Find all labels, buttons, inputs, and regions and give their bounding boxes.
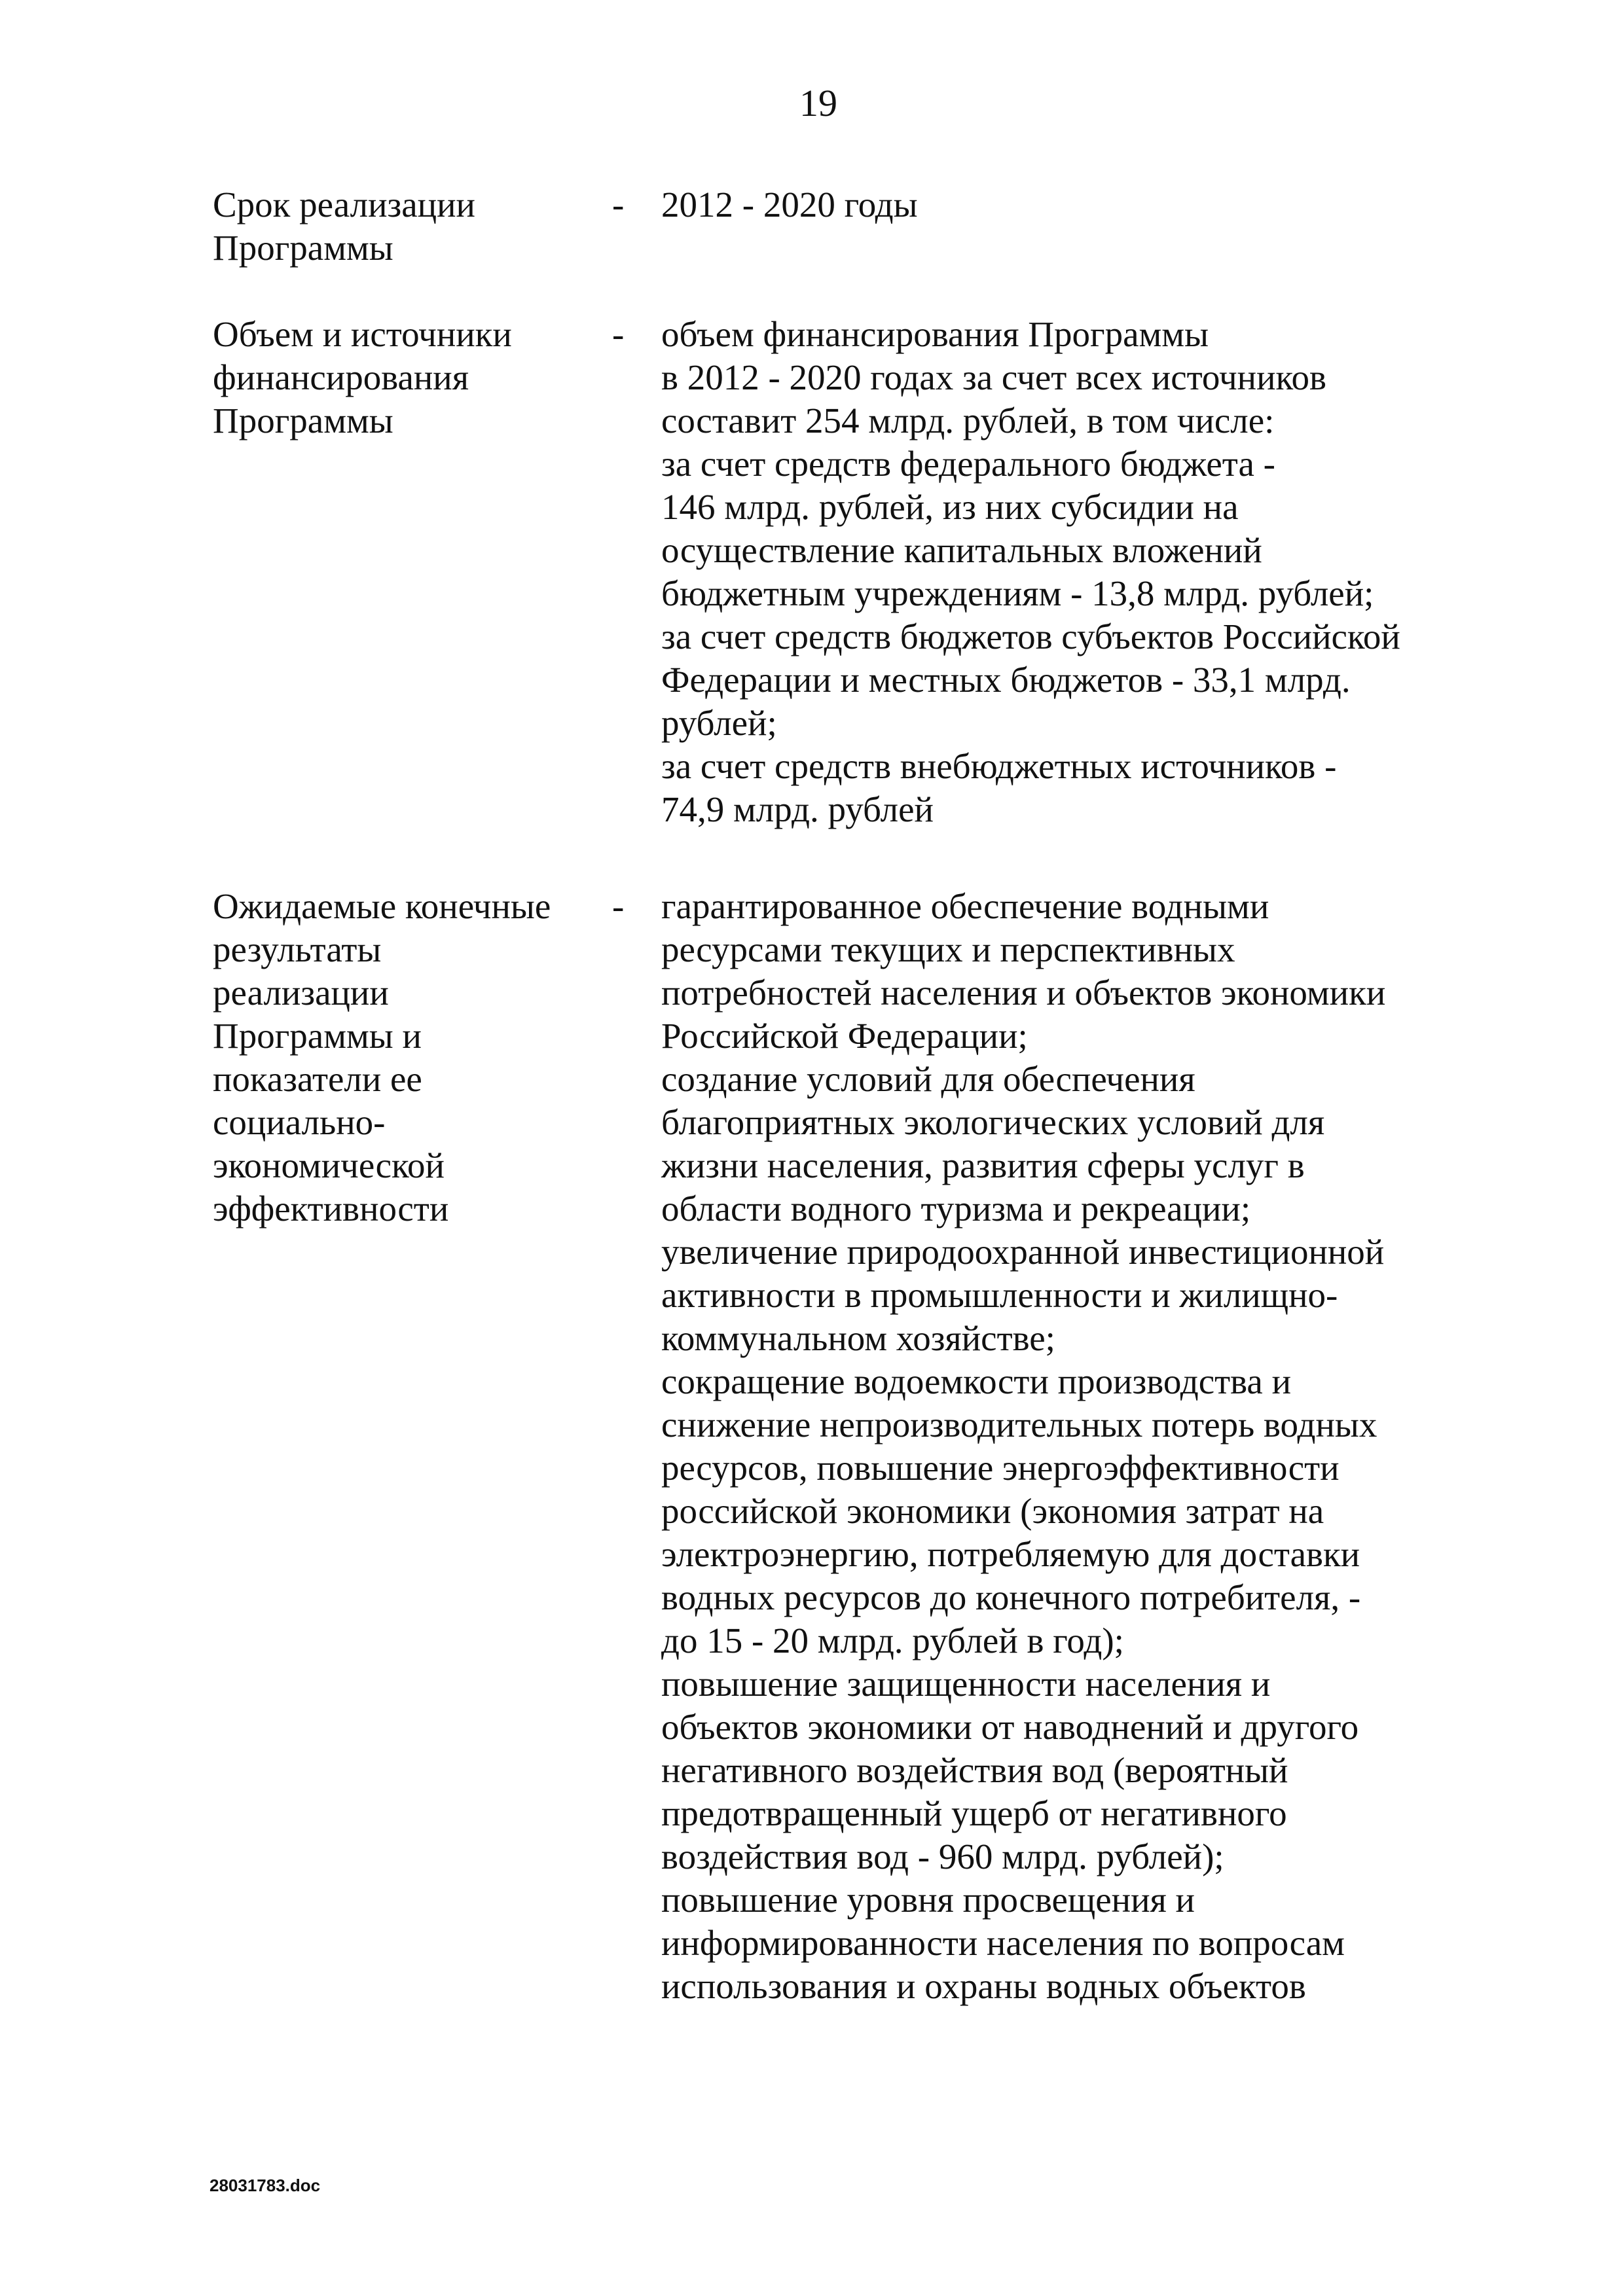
value-line: составит 254 млрд. рублей, в том числе: [661,401,1275,440]
value-line: Российской Федерации; [661,1016,1028,1056]
value-line: за счет средств бюджетов субъектов Российской [661,617,1400,656]
value-line: 2012 - 2020 годы [661,185,918,224]
value-line: объем финансирования Программы [661,314,1209,354]
label-line: результаты [213,929,382,969]
value-line: за счет средств федерального бюджета - [661,444,1275,484]
page-number: 19 [799,82,837,124]
row-label [213,183,606,270]
label-line: Программы и [213,1016,422,1056]
label-line: финансирования [213,357,469,397]
value-line: в 2012 - 2020 годах за счет всех источников [661,357,1326,397]
label-line: социально- [213,1102,386,1142]
value-line: ресурсов, повышение энергоэффективности [661,1448,1340,1488]
label-line: Ожидаемые конечные [213,886,551,926]
value-line: водных ресурсов до конечного потребителя, - [661,1577,1361,1617]
value-line: повышение уровня просвещения и [661,1880,1195,1920]
label-line: показатели ее [213,1059,422,1099]
value-line: жизни населения, развития сферы услуг в [661,1145,1305,1185]
value-line: предотвращенный ущерб от негативного [661,1793,1287,1833]
value-line: воздействия вод - 960 млрд. рублей); [661,1837,1224,1876]
value-line: российской экономики (экономия затрат на [661,1491,1324,1531]
value-line: потребностей населения и объектов экономики [661,973,1386,1013]
row-dash: - [612,314,625,354]
value-line: Федерации и местных бюджетов - 33,1 млрд. [661,660,1351,700]
label-line: реализации [213,973,389,1013]
value-line: благоприятных экологических условий для [661,1102,1325,1142]
label-line: Срок реализации [213,185,475,224]
value-line: бюджетным учреждениям - 13,8 млрд. рублей; [661,573,1374,613]
value-line: за счет средств внебюджетных источников - [661,746,1337,786]
row-label [213,885,606,1230]
value-line: активности в промышленности и жилищно- [661,1275,1338,1315]
value-line: увеличение природоохранной инвестиционной [661,1232,1385,1272]
value-line: 74,9 млрд. рублей [661,789,934,829]
label-line: эффективности [213,1189,449,1229]
value-line: сокращение водоемкости производства и [661,1361,1292,1401]
value-line: гарантированное обеспечение водными [661,886,1269,926]
value-line: электроэнергию, потребляемую для доставки [661,1534,1360,1574]
row-value [661,183,1506,226]
value-line: ресурсами текущих и перспективных [661,929,1235,969]
value-line: негативного воздействия вод (вероятный [661,1750,1288,1790]
label-line: Программы [213,401,393,440]
value-line: до 15 - 20 млрд. рублей в год); [661,1621,1124,1660]
value-line: повышение защищенности населения и [661,1664,1271,1704]
value-line: рублей; [661,703,777,743]
document-filename: 28031783.doc [210,2176,321,2195]
value-line: объектов экономики от наводнений и другого [661,1707,1359,1747]
value-line: осуществление капитальных вложений [661,530,1262,570]
value-line: 146 млрд. рублей, из них субсидии на [661,487,1239,527]
value-line: области водного туризма и рекреации; [661,1189,1251,1229]
row-dash: - [612,886,625,926]
value-line: использования и охраны водных объектов [661,1966,1306,2006]
value-line: коммунальном хозяйстве; [661,1318,1055,1358]
row-value [661,313,1506,831]
row-label [213,313,606,442]
value-line: снижение непроизводительных потерь водных [661,1405,1377,1444]
value-line: создание условий для обеспечения [661,1059,1195,1099]
label-line: Программы [213,228,393,268]
value-line: информированности населения по вопросам [661,1923,1345,1963]
row-value [661,885,1506,2008]
label-line: Объем и источники [213,314,512,354]
row-dash: - [612,185,625,224]
label-line: экономической [213,1145,445,1185]
